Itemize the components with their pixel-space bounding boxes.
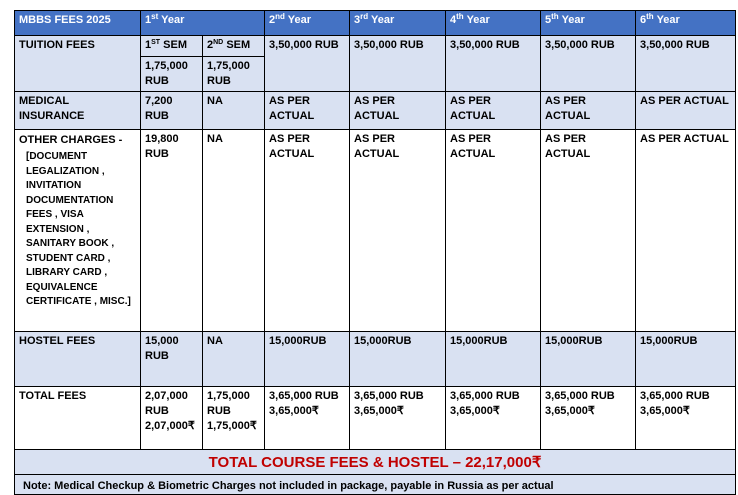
sem2-header: 2ND SEM [203,36,265,57]
other-charges-label: OTHER CHARGES - [19,134,123,146]
note-text: Note: Medical Checkup & Biometric Charges not included in package, payable in Russia as per actual [15,475,736,495]
total-year-5-rub: 3,65,000 RUB [545,390,615,402]
total-year-6-rub: 3,65,000 RUB [640,390,710,402]
total-year-6 [636,387,736,450]
sem1-header: 1ST SEM [141,36,203,57]
total-sem1-rub: 2,07,000 RUB [145,390,188,417]
year-header-2: 2nd Year [265,11,350,36]
total-year-4 [446,387,541,450]
medical-sem1: 7,200 RUB [141,92,203,130]
other-year-5: AS PER ACTUAL [541,130,636,332]
other-year-2: AS PER ACTUAL [265,130,350,332]
total-fees-label: TOTAL FEES [15,387,141,450]
medical-year-3: AS PER ACTUAL [350,92,446,130]
total-year-5-inr: 3,65,000₹ [545,405,595,417]
total-year-3 [350,387,446,450]
year-header-5: 5th Year [541,11,636,36]
hostel-sem2: NA [203,332,265,387]
fees-table [14,10,736,495]
course-total: TOTAL COURSE FEES & HOSTEL – 22,17,000₹ [15,450,736,475]
total-year-2-inr: 3,65,000₹ [269,405,319,417]
other-charges-row [15,130,736,332]
year-header-1: 1st Year [141,11,265,36]
total-year-4-inr: 3,65,000₹ [450,405,500,417]
medical-sem2: NA [203,92,265,130]
table-title: MBBS FEES 2025 [15,11,141,36]
year-header-6: 6th Year [636,11,736,36]
total-year-5 [541,387,636,450]
hostel-row [15,332,736,387]
other-charges-cell [15,130,141,332]
total-year-3-rub: 3,65,000 RUB [354,390,424,402]
tuition-year-5: 3,50,000 RUB [541,36,636,92]
year-header-4: 4th Year [446,11,541,36]
year-header-3: 3rd Year [350,11,446,36]
other-year-4: AS PER ACTUAL [446,130,541,332]
hostel-year-3: 15,000RUB [350,332,446,387]
medical-label: MEDICAL INSURANCE [15,92,141,130]
hostel-year-2: 15,000RUB [265,332,350,387]
hostel-year-5: 15,000RUB [541,332,636,387]
tuition-year-3: 3,50,000 RUB [350,36,446,92]
total-sem2-rub: 1,75,000 RUB [207,390,250,417]
hostel-sem1: 15,000 RUB [141,332,203,387]
course-total-row [15,450,736,475]
tuition-year-6: 3,50,000 RUB [636,36,736,92]
total-year-6-inr: 3,65,000₹ [640,405,690,417]
total-sem1 [141,387,203,450]
header-row [15,11,736,36]
total-year-3-inr: 3,65,000₹ [354,405,404,417]
tuition-sem2-value: 1,75,000 RUB [203,57,265,92]
medical-year-5: AS PER ACTUAL [541,92,636,130]
total-year-2-rub: 3,65,000 RUB [269,390,339,402]
tuition-label: TUITION FEES [15,36,141,92]
total-sem2-inr: 1,75,000₹ [207,420,257,432]
medical-year-2: AS PER ACTUAL [265,92,350,130]
medical-year-6: AS PER ACTUAL [636,92,736,130]
hostel-year-4: 15,000RUB [446,332,541,387]
total-sem1-inr: 2,07,000₹ [145,420,195,432]
total-year-4-rub: 3,65,000 RUB [450,390,520,402]
other-year-6: AS PER ACTUAL [636,130,736,332]
total-year-2 [265,387,350,450]
other-sem1: 19,800 RUB [141,130,203,332]
total-sem2 [203,387,265,450]
hostel-year-6: 15,000RUB [636,332,736,387]
total-fees-row [15,387,736,450]
tuition-year-2: 3,50,000 RUB [265,36,350,92]
other-year-3: AS PER ACTUAL [350,130,446,332]
note-row [15,475,736,495]
hostel-label: HOSTEL FEES [15,332,141,387]
tuition-year-4: 3,50,000 RUB [446,36,541,92]
other-sem2: NA [203,130,265,332]
other-charges-details: [DOCUMENT LEGALIZATION , INVITATION DOCUMENTATION FEES , VISA EXTENSION , SANITARY BOOK , STUDENT CARD , LIBRARY CARD , EQUIVALENCE CERTIFICATE , MISC.] [26,151,131,307]
medical-row [15,92,736,130]
medical-year-4: AS PER ACTUAL [446,92,541,130]
tuition-row [15,36,736,57]
tuition-sem1-value: 1,75,000 RUB [141,57,203,92]
